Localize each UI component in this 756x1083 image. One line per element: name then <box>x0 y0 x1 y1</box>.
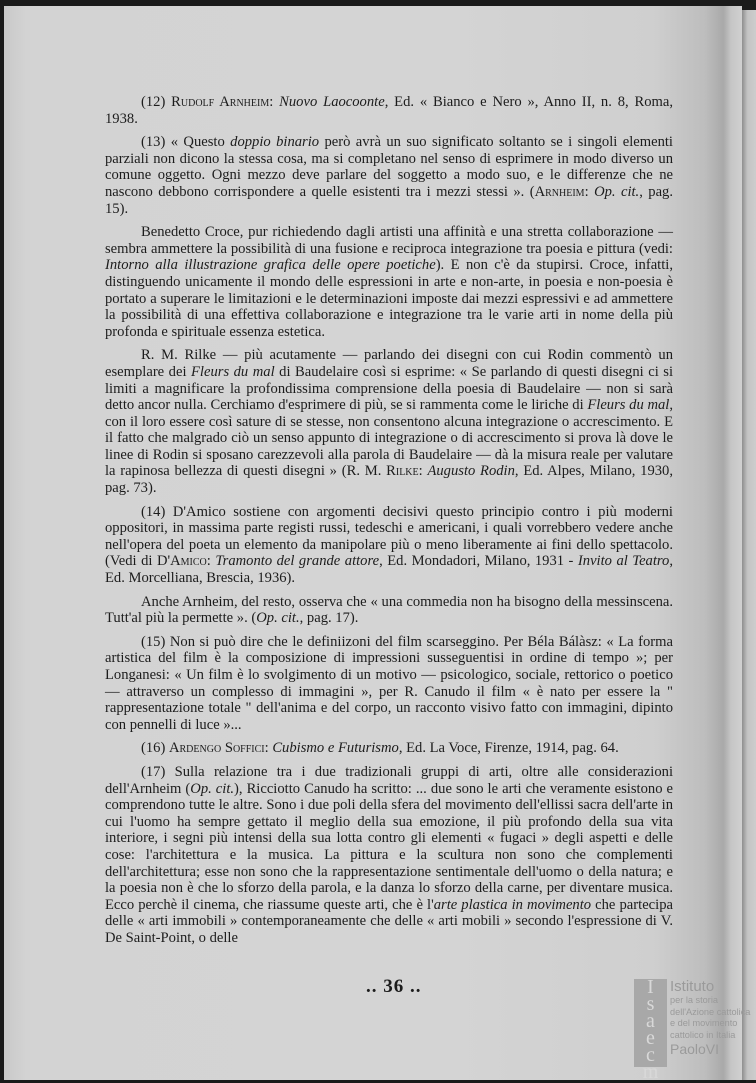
logo-letter: a <box>646 1010 655 1032</box>
italic-title: Invito al Teatro <box>577 553 670 570</box>
italic-title: Fleurs du mal <box>191 363 275 380</box>
watermark-name: PaoloVI <box>670 1041 720 1057</box>
text-run: (14) D'Amico sostiene con argomenti decisivi questo principio contro i più moderni oppositori, in massima parte registi russi, tedeschi e americani, i quali vorrebbero vedere anche nell'opera del poeta un elemento da manipolare più o meno liberamente ai fini dello spettacolo. (Vedi di D' <box>105 503 673 570</box>
footnote-n13-rilke <box>105 347 673 496</box>
italic-title: Op. cit. <box>594 183 640 200</box>
footnote-n13 <box>105 134 673 217</box>
text-run: , pag. 17). <box>299 610 359 627</box>
isacem-logo-icon <box>634 976 667 1083</box>
text-run: che partecipa delle « arti immobili » contemporaneamente che delle « arti mobili » secondo l'espressione di V. De Saint-Point, o delle <box>105 896 673 946</box>
logo-letter: c <box>646 1044 655 1066</box>
text-run: Benedetto Croce, pur richiedendo dagli artisti una affinità e una stretta collaborazione — sembra ammettere la possibilità di una fusione e reciproca integrazione tra poesia e pittura (vedi: <box>105 224 673 257</box>
author-name: Arnheim <box>534 183 585 200</box>
text-run: , Ed. « Bianco e Nero », Anno II, n. 8, Roma, 1938. <box>105 94 673 127</box>
text-run: : <box>584 183 595 200</box>
text-run: , Ed. La Voce, Firenze, 1914, pag. 64. <box>398 740 619 757</box>
italic-title: Tramonto del grande attore <box>215 553 380 570</box>
text-run: : <box>418 463 428 480</box>
italic-title: Op. cit. <box>256 610 300 627</box>
italic-title: Augusto Rodin <box>427 463 515 480</box>
footnote-n15 <box>105 634 673 734</box>
text-run: , Ed. Mondadori, Milano, 1931 - <box>379 553 578 570</box>
text-run: : <box>269 94 280 110</box>
author-name: Ardengo Soffici <box>168 740 265 757</box>
text-run: , pag. 15). <box>105 183 673 217</box>
logo-letter: e <box>646 1027 655 1049</box>
footnote-n14-arnheim <box>105 594 673 627</box>
watermark-line: e del movimento <box>670 1018 738 1028</box>
logo-letter: s <box>646 993 655 1015</box>
author-name: Rudolf Arnheim <box>171 94 270 110</box>
text-run: : <box>206 553 216 570</box>
text-run: (16) <box>141 740 169 757</box>
text-run: (15) Non si può dire che le definiizoni del film scarseggino. Per Béla Bálàsz: « La forma artistica del film è la composizione di impressioni susseguentisi in ordine di tempo »; per Longanesi: « Un film è lo svolgimento di un motivo — psicologico, sociale, rettorico o poetico — attraverso un complesso di immagini », per R. Canudo il film « è nato per essere la " rappresentazione totale " dell'anima e del corpo, un racconto visivo fatto con immagini, dipinto con pennelli di luce »... <box>105 633 673 733</box>
isacem-watermark <box>634 976 752 1083</box>
watermark-text <box>670 979 750 1057</box>
italic-title: doppio binario <box>230 134 320 151</box>
author-name: Amico <box>170 553 207 570</box>
italic-title: Op. cit. <box>190 780 235 797</box>
footnote-n12 <box>105 94 673 127</box>
italic-title: Cubismo e Futurismo <box>272 740 399 757</box>
watermark-line: dell'Azione cattolica <box>670 1006 751 1017</box>
text-run: ), Ricciotto Canudo ha scritto: ... due sono le arti che veramente esistono e comprendono tutte le altre. Sono i due poli della sfera del movimento dell'ellissi sacra dell'arte in cui l'uomo ha sempre gettato il meglio della sua emozione, il più profondo della sua vita interiore, i segni più intensi della sua lotta contro gli elementi « fugaci » degli aspetti e delle cose: l'architettura e la musica. La pittura e la scultura non sono che complementi dell'architettura; esse non sono che la rappresentazione sentimentale dell'uomo o della natura; e la poesia non è che lo sforzo della parola, e la danza lo sforzo della carne, per diventare musica. Ecco perchè il cinema, che riassume queste arti, che è l' <box>105 780 673 913</box>
text-run: Anche Arnheim, del resto, osserva che « una commedia non ha bisogno della messinscena. Tutt'al più la permette ». ( <box>105 593 673 627</box>
watermark-title: Istituto <box>670 978 715 995</box>
text-run: ). E non c'è da stupirsi. Croce, infatti, distinguendo unicamente il mondo delle espressioni in arte e non-arte, in poesia e non-poesia è portato a superare le limitazioni e le determinazioni imposte dai mezzi espressivi e ad ammettere la possibilità di una effettiva collaborazione e integrazione tra le varie arti in nome della più profonda e spirituale essenza estetica. <box>105 257 673 340</box>
text-run: di Baudelaire così si esprime: « Se parlando di questi disegni ci si limiti a magnificare la profondissima comprensione della poesia di Baudelaire — non si sarà detto ancor nulla. Cerchiamo d'esprimere di più, se si rammenta come le liriche di <box>105 363 673 414</box>
page-number: .. 36 .. <box>366 976 422 997</box>
text-run: R. M. Rilke — più acutamente — parlando dei disegni con cui Rodin commentò un esemplare dei <box>105 347 673 380</box>
logo-letter: I <box>647 976 654 998</box>
text-run: , con il loro essere così sature di se stesse, non consentono alcuna integrazione o accrescimento. E il fatto che malgrado ciò un senso appunto di integrazione o di accrescimento si prova là dove le linee di Rodin si sposano carezzevoli alla parola di Baudelaire — dà la misura reale per valutare la rapinosa bellezza di questi disegni » (R. M. <box>105 397 673 480</box>
footnote-n14 <box>105 504 673 587</box>
watermark-line: cattolico in Italia <box>670 1029 736 1040</box>
text-run: (17) Sulla relazione tra i due tradizionali gruppi di arti, oltre alle considerazioni dell'Arnheim ( <box>105 763 673 797</box>
text-run: : <box>264 740 273 757</box>
italic-title: Nuovo Laocoonte <box>279 94 385 110</box>
text-run: , Ed. Morcelliana, Brescia, 1936). <box>105 553 673 587</box>
text-run: (13) « Questo <box>141 134 231 151</box>
italic-title: Fleurs du mal <box>587 397 670 414</box>
text-run: , Ed. Alpes, Milano, 1930, pag. 73). <box>105 463 673 497</box>
author-name: Rilke <box>386 463 419 480</box>
logo-letter: m <box>642 1061 659 1083</box>
footnote-n17 <box>105 764 673 947</box>
italic-title: arte plastica in movimento <box>433 896 592 913</box>
footnotes-body <box>105 94 673 954</box>
watermark-line: per la storia <box>670 995 719 1005</box>
text-run: (12) <box>141 94 172 110</box>
text-run: però avrà un suo significato soltanto se i singoli elementi parziali non dicono la stessa cosa, ma si completano nel senso di esprimere in modo diverso un comune oggetto. Ogni mezzo deve parlare del soggetto a modo suo, e le differenze che ne nascono debbono corrispondere a quelle esistenti tra i mezzi stessi ». ( <box>105 134 673 200</box>
footnote-n16 <box>105 740 673 757</box>
footnote-n13-croce <box>105 224 673 340</box>
next-page-edge <box>742 10 756 1080</box>
italic-title: Intorno alla illustrazione grafica delle opere poetiche <box>105 257 436 274</box>
